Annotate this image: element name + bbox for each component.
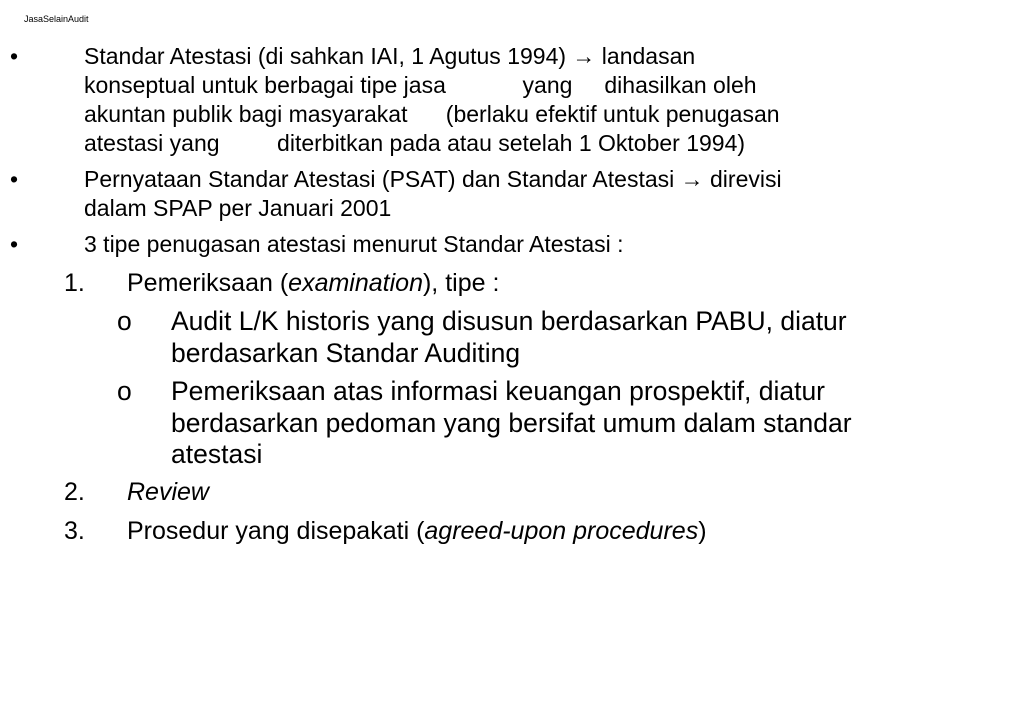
item-number: 2.: [64, 478, 85, 506]
sub-bullet-marker: o: [117, 376, 132, 406]
bullet-icon: •: [10, 231, 19, 257]
item-number: 1.: [64, 269, 85, 297]
item-text: Pemeriksaan (examination), tipe :: [127, 269, 500, 297]
bullet-item-standar-atestasi: [10, 42, 1010, 162]
bullet-icon: •: [10, 166, 19, 192]
slide-header: JasaSelainAudit: [24, 14, 89, 24]
bullet-line: akuntan publik bagi masyarakat (berlaku efektif untuk penugasan: [84, 101, 780, 127]
sub-item-line: Audit L/K historis yang disusun berdasarkan PABU, diatur: [171, 306, 847, 336]
bullet-line: dalam SPAP per Januari 2001: [84, 195, 392, 221]
bullet-icon: •: [10, 43, 19, 69]
bullet-line: Pernyataan Standar Atestasi (PSAT) dan Standar Atestasi → direvisi: [84, 166, 782, 192]
numbered-item-prosedur: [64, 516, 964, 547]
sub-bullet-marker: o: [117, 306, 132, 336]
item-text: Prosedur yang disepakati (agreed-upon procedures): [127, 517, 707, 545]
sub-item-line: berdasarkan pedoman yang bersifat umum dalam standar: [171, 407, 852, 438]
sub-item-line: berdasarkan Standar Auditing: [171, 337, 521, 368]
bullet-line: Standar Atestasi (di sahkan IAI, 1 Agutus 1994) → landasan: [84, 43, 696, 69]
item-text: Review: [127, 478, 209, 506]
sub-item-audit-lk: [117, 306, 1017, 370]
sub-item-line: Pemeriksaan atas informasi keuangan prospektif, diatur: [171, 376, 826, 406]
bullet-line: 3 tipe penugasan atestasi menurut Standar Atestasi :: [84, 231, 624, 257]
sub-item-prospektif: [117, 376, 1017, 472]
bullet-item-tipe-penugasan: [10, 230, 1010, 260]
sub-item-line: atestasi: [171, 439, 263, 469]
bullet-line: konseptual untuk berbagai tipe jasa yang dihasilkan oleh: [84, 72, 757, 98]
numbered-item-review: [64, 477, 964, 508]
bullet-line: atestasi yang diterbitkan pada atau setelah 1 Oktober 1994): [84, 130, 746, 156]
item-number: 3.: [64, 517, 85, 545]
numbered-item-pemeriksaan: [64, 268, 964, 299]
bullet-item-psat: [10, 165, 1010, 225]
